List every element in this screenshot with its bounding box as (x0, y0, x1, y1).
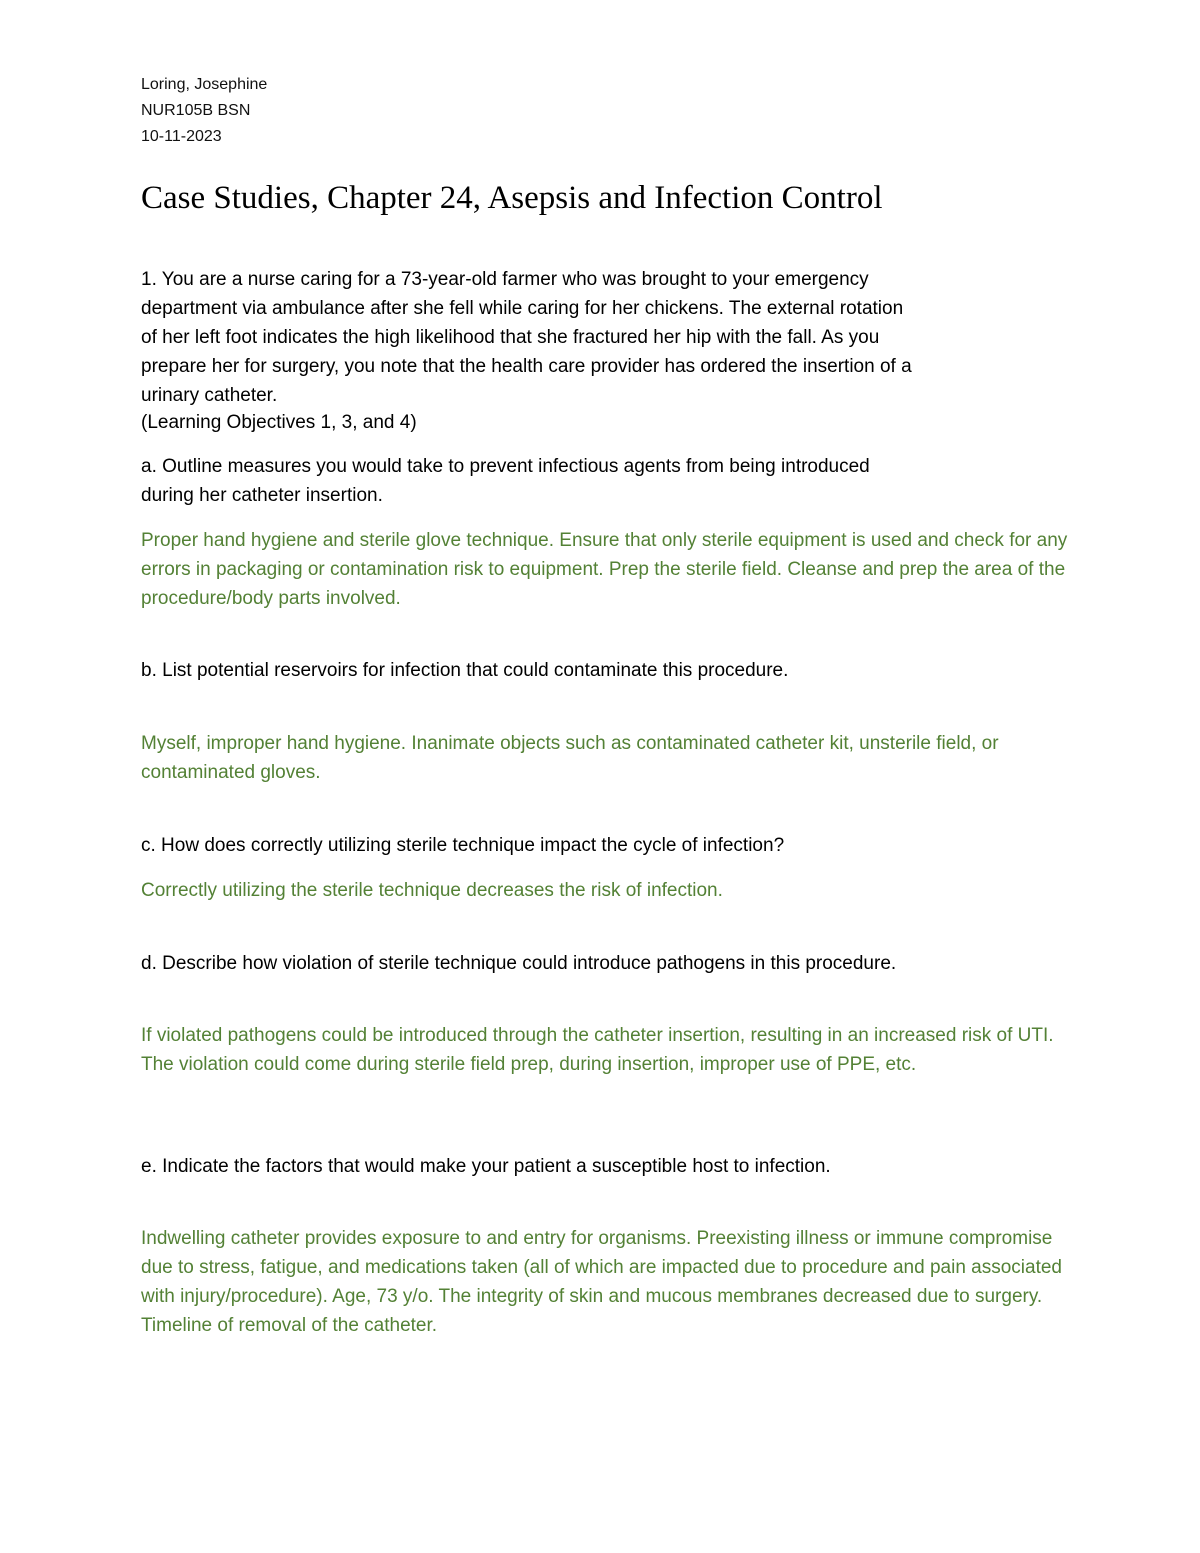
student-name: Loring, Josephine (141, 76, 268, 93)
document-date: 10-11-2023 (141, 128, 222, 145)
question-e: e. Indicate the factors that would make your patient a susceptible host to infection. (141, 1156, 831, 1177)
document-title: Case Studies, Chapter 24, Asepsis and Infection Control (141, 180, 883, 216)
answer-d: If violated pathogens could be introduced through the catheter insertion, resulting in an increased risk of UTI. The violation could come during sterile field prep, during insertion, improper use of PPE, etc. (141, 1025, 1054, 1075)
learning-objectives: (Learning Objectives 1, 3, and 4) (141, 412, 417, 433)
question-c: c. How does correctly utilizing sterile technique impact the cycle of infection? (141, 835, 785, 856)
course-code: NUR105B BSN (141, 102, 251, 119)
answer-c: Correctly utilizing the sterile technique decreases the risk of infection. (141, 880, 723, 901)
answer-a: Proper hand hygiene and sterile glove technique. Ensure that only sterile equipment is used and check for any errors in packaging or contamination risk to equipment. Prep the sterile field. Cleanse and prep the area of the procedure/body parts involved. (141, 530, 1068, 609)
question-d: d. Describe how violation of sterile technique could introduce pathogens in this procedure. (141, 953, 897, 974)
question-b: b. List potential reservoirs for infection that could contaminate this procedure. (141, 660, 789, 681)
question-a: a. Outline measures you would take to prevent infectious agents from being introduced during her catheter insertion. (141, 456, 870, 506)
answer-b: Myself, improper hand hygiene. Inanimate objects such as contaminated catheter kit, unsterile field, or contaminated gloves. (141, 733, 999, 783)
answer-e: Indwelling catheter provides exposure to and entry for organisms. Preexisting illness or immune compromise due to stress, fatigue, and medications taken (all of which are impacted due to procedure and pain associated with injury/procedure). Age, 73 y/o. The integrity of skin and mucous membranes decreased due to surgery. Timeline of removal of the catheter. (141, 1228, 1062, 1336)
scenario-text: 1. You are a nurse caring for a 73-year-old farmer who was brought to your emergency department via ambulance after she fell while caring for her chickens. The external rotation of her left foot indicates the high likelihood that she fractured her hip with the fall. As you prepare her for surgery, you note that the health care provider has ordered the insertion of a urinary catheter. (141, 269, 912, 406)
